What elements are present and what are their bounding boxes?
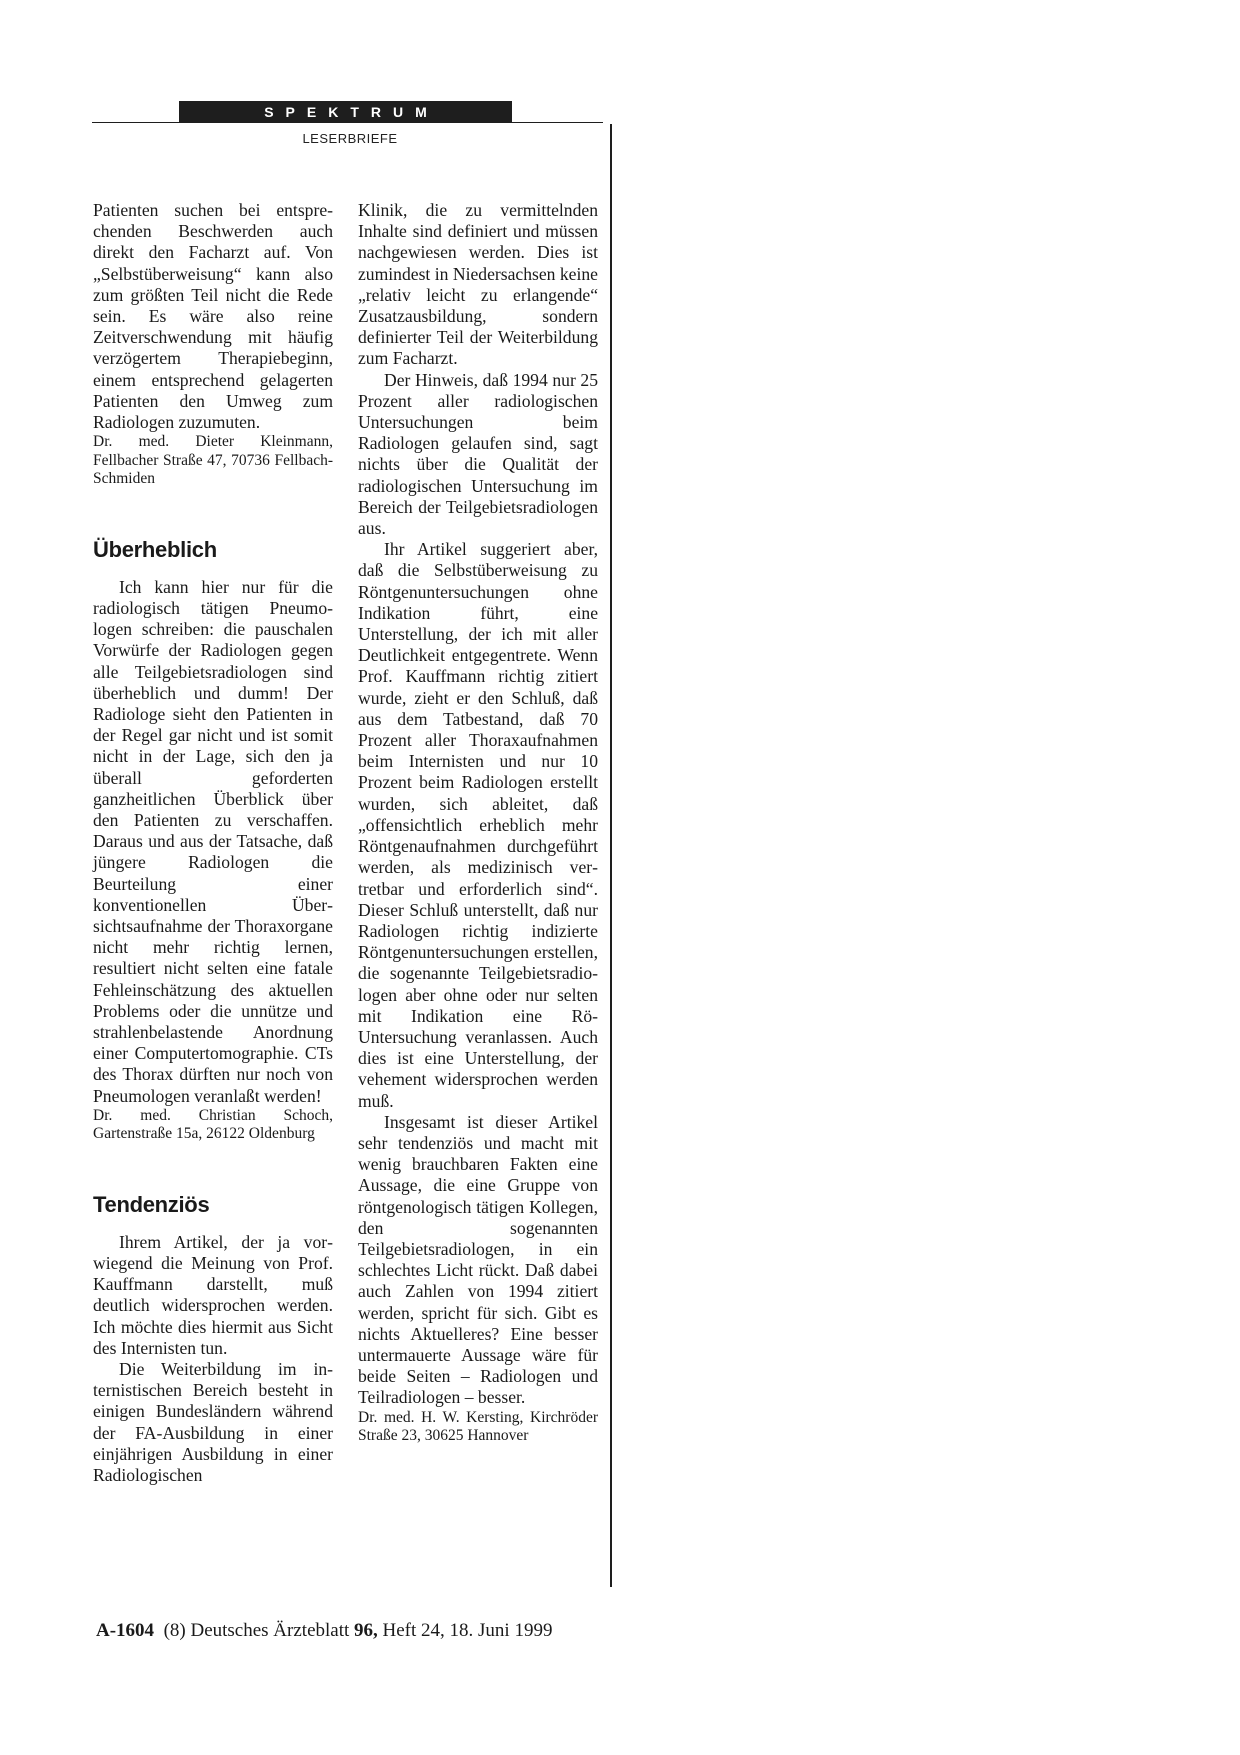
- column-rule: [610, 124, 612, 1587]
- letter-continuation-text: Patienten suchen bei entsprechenden Beschwerden auch direkt den Facharzt auf. Von „Selbstüberweisung“ kann also zum größten Teil nicht die Rede sein. Es wäre also reine Zeitverschwendung mit häufig verzögertem Therapiebeginn, einem entsprechend gelagerten Patienten den Umweg zum Radiologen zuzumuten.: [93, 200, 333, 433]
- letter-body: Die Weiterbildung im internistischen Bereich besteht in einigen Bundesländern während der FA-Ausbildung in einer einjährigen Ausbildung in einer Radiologischen: [93, 1359, 333, 1486]
- section-title: SPEKTRUM: [264, 104, 439, 120]
- letter-body: Insgesamt ist dieser Artikel sehr tendenziös und macht mit wenig brauchbaren Fakten eine Aussage, die eine Gruppe von röntgenologisch tätigen Kollegen, den sogenannten Teilgebietsradiologen, in ein schlechtes Licht rückt. Daß dabei auch Zahlen von 1994 zitiert werden, spricht für sich. Gibt es nichts Aktuelleres? Eine besser untermauerte Aussage wäre für beide Seiten – Radiologen und Teilradiologen – besser.: [358, 1111, 598, 1408]
- letter-body: Ich kann hier nur für die radiologisch tätigen Pneumologen schreiben: die pauschalen Vorwürfe der Radiologen gegen alle Teilgebietsradiologen sind überheblich und dumm! Der Radiologe sieht den Patienten in der Regel gar nicht und ist somit nicht in der Lage, sich den ja überall geforderten ganzheitlichen Überblick über den Patienten zu verschaffen. Daraus und aus der Tatsache, daß jüngere Radiologen die Beurteilung einer konventionellen Übersichtsaufnahme der Thoraxorgane nicht mehr richtig lernen, resultiert nicht selten eine fatale Fehleinschätzung des aktuellen Problems oder die unnütze und strahlenbelastende Anordnung einer Computertomographie. CTs des Thorax dürften nur noch von Pneumologen veranlaßt werden!: [93, 576, 333, 1106]
- header-rule: [92, 122, 603, 123]
- page-number: (8): [163, 1620, 186, 1641]
- journal-volume: 96,: [354, 1620, 378, 1641]
- letter-body: Ihrem Artikel, der ja vorwiegend die Meinung von Prof. Kauffmann darstellt, muß deutlich widersprochen werden. Ich möchte dies hiermit aus Sicht des Internisten tun.: [93, 1231, 333, 1358]
- letter-body: Klinik, die zu vermittelnden Inhalte sind definiert und müssen nachgewiesen werden. Dies ist zumindest in Niedersachsen keine „relativ leicht zu erlangende“ Zusatzausbildung, sondern definierter Teil der Weiterbildung zum Facharzt.: [358, 200, 598, 369]
- letter-body: Ihr Artikel suggeriert aber, daß die Selbstüberweisung zu Röntgenuntersuchungen ohne Indikation führt, eine Unterstellung, der ich mit aller Deutlichkeit entgegentrete. Wenn Prof. Kauffmann richtig zitiert wurde, zieht er den Schluß, daß aus dem Tatbestand, daß 70 Prozent aller Thoraxaufnahmen beim Internisten und nur 10 Prozent beim Radiologen erstellt wurden, sich ableitet, daß „offensichtlich erheblich mehr Röntgenaufnahmen durchgeführt werden, als medizinisch vertretbar und erforderlich sind“. Dieser Schluß unterstellt, daß nur Radiologen richtig indizierte Röntgenuntersuchungen erstellen, die sogenannte Teilgebietsradiologen aber ohne oder nur selten mit Indikation eine Rö-Untersuchung veranlassen. Auch dies ist eine Unterstellung, der vehement widersprochen werden muß.: [358, 539, 598, 1111]
- letter-headline: Tendenziös: [93, 1191, 210, 1217]
- letter-body: Der Hinweis, daß 1994 nur 25 Prozent aller radiologischen Untersuchungen beim Radiologen gelaufen sind, sagt nichts über die Qualität der radiologischen Untersuchung im Bereich der Teilgebietsradiologen aus.: [358, 369, 598, 539]
- journal-name: Deutsches Ärzteblatt: [190, 1620, 350, 1641]
- subsection-title: LESERBRIEFE: [302, 131, 398, 146]
- column-left: [93, 200, 333, 1486]
- section-header-bar: [179, 101, 512, 123]
- page-id: A-1604: [96, 1620, 155, 1641]
- journal-issue: Heft 24, 18. Juni 1999: [382, 1620, 553, 1641]
- page-footer: [96, 1620, 552, 1642]
- letter-signature: Dr. med. Christian Schoch, Gartenstraße 15a, 26122 Oldenburg: [93, 1106, 333, 1143]
- letter-headline: Überheblich: [93, 536, 217, 562]
- letter-signature: Dr. med. Dieter Kleinmann, Fellbacher Straße 47, 70736 Fellbach-Schmiden: [93, 433, 333, 488]
- letter-signature: Dr. med. H. W. Kersting, Kirchröder Straße 23, 30625 Hannover: [358, 1408, 598, 1445]
- column-right: [358, 200, 598, 1446]
